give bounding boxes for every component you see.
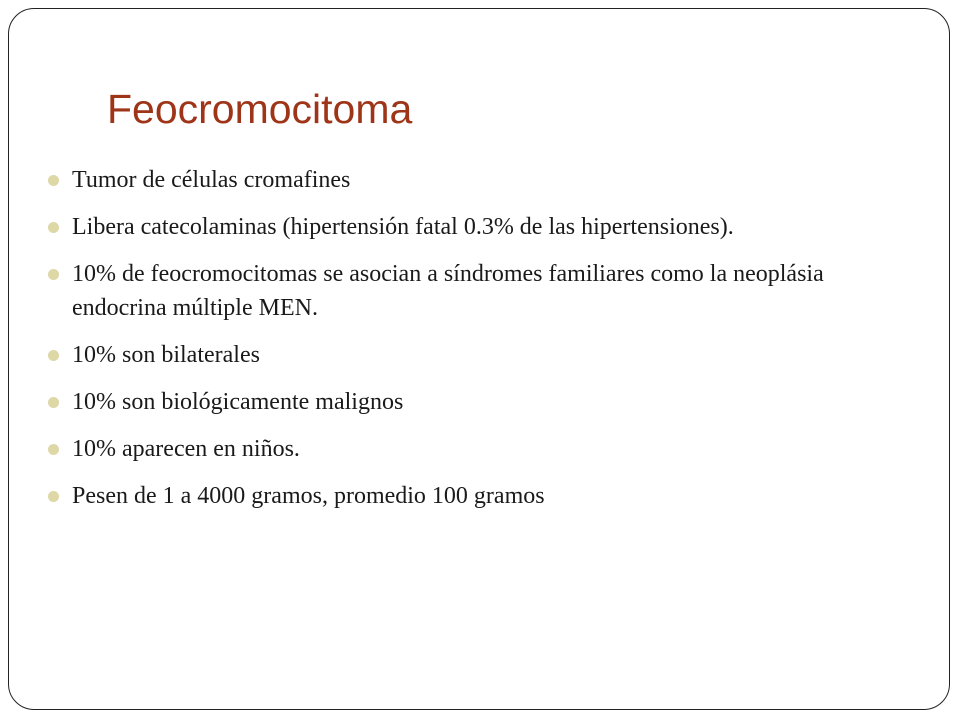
bullet-item-3 <box>48 257 898 325</box>
bullet-text: Tumor de células cromafines <box>72 167 351 193</box>
bullet-item-2 <box>48 210 898 244</box>
bullet-text: Libera catecolaminas (hipertensión fatal 0.3% de las hipertensiones). <box>72 214 734 240</box>
bullet-item-6 <box>48 432 898 466</box>
bullet-item-5 <box>48 385 898 419</box>
bullet-item-7 <box>48 479 898 513</box>
bullet-dot-icon <box>48 397 59 408</box>
bullet-dot-icon <box>48 269 59 280</box>
bullet-text: 10% de feocromocitomas se asocian a síndromes familiares como la neoplásia endocrina múltiple MEN. <box>72 261 824 321</box>
slide-title: Feocromocitoma <box>107 86 413 132</box>
bullet-dot-icon <box>48 350 59 361</box>
bullet-item-4 <box>48 338 898 372</box>
bullet-dot-icon <box>48 491 59 502</box>
bullet-dot-icon <box>48 444 59 455</box>
bullet-text: 10% son biológicamente malignos <box>72 389 404 415</box>
bullet-text: Pesen de 1 a 4000 gramos, promedio 100 gramos <box>72 483 545 509</box>
bullet-dot-icon <box>48 175 59 186</box>
bullet-dot-icon <box>48 222 59 233</box>
bullet-item-1 <box>48 163 898 197</box>
bullet-list <box>48 163 898 526</box>
bullet-text: 10% son bilaterales <box>72 342 260 368</box>
bullet-text: 10% aparecen en niños. <box>72 436 300 462</box>
